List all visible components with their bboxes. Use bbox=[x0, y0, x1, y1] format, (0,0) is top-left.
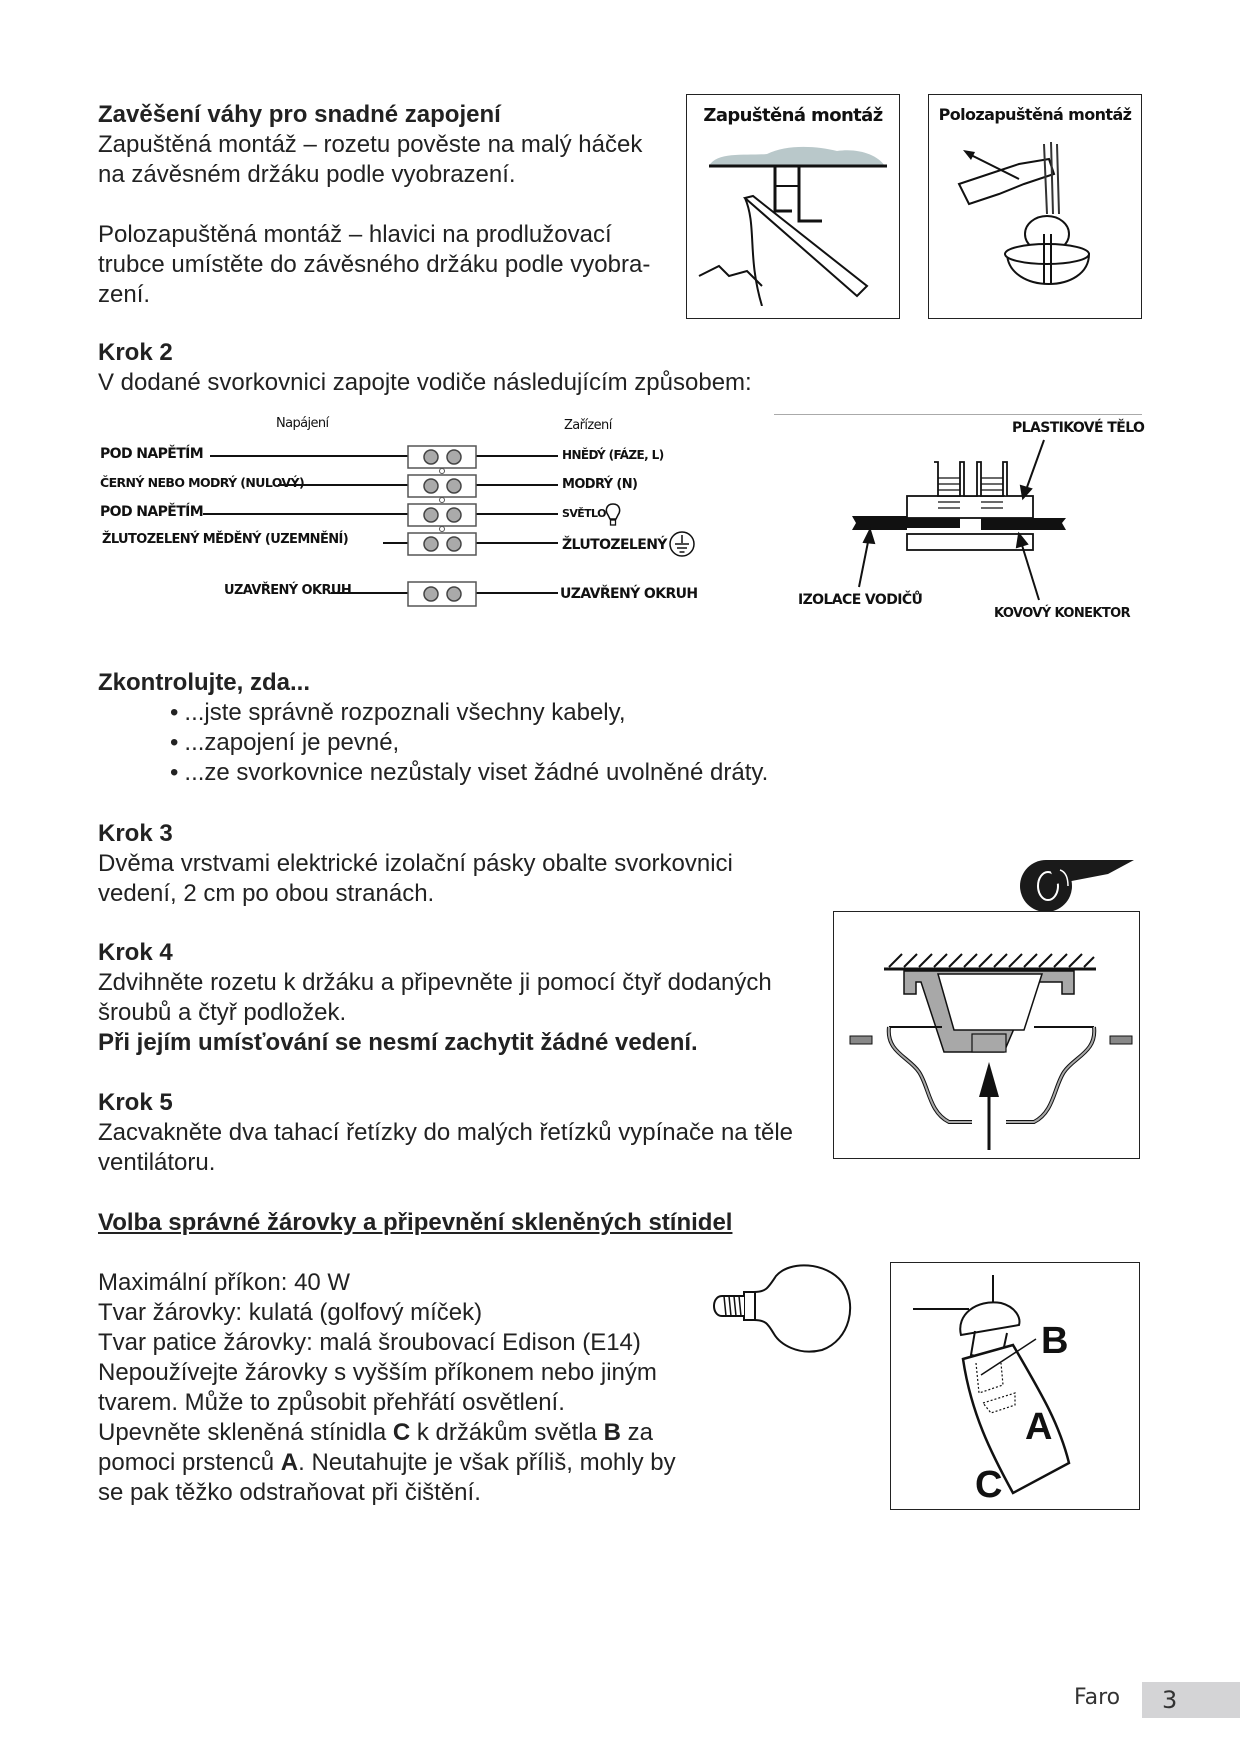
page-number: 3 bbox=[1142, 1682, 1240, 1718]
canopy-illustration bbox=[834, 912, 1139, 1158]
paragraph-line: Zacvakněte dva tahací řetízky do malých řetízků vypínače na těle bbox=[98, 1119, 794, 1146]
warning-text: Při jejím umísťování se nesmí zachytit žádné vedení. bbox=[98, 1029, 698, 1056]
insulation-tape-icon bbox=[1016, 856, 1140, 912]
wire-label-left: POD NAPĚTÍM bbox=[100, 446, 204, 462]
wire-label-right: ŽLUTOZELENÝ bbox=[562, 537, 667, 553]
text: za bbox=[620, 1419, 653, 1446]
paragraph-line: ventilátoru. bbox=[98, 1149, 216, 1176]
bulb-section-heading-wrap bbox=[98, 1208, 858, 1238]
label-plastic-body: PLASTIKOVÉ TĚLO bbox=[1012, 420, 1145, 436]
paragraph-line: Tvar žárovky: kulatá (golfový míček) bbox=[98, 1299, 483, 1326]
paragraph-line: Maximální příkon: 40 W bbox=[98, 1269, 351, 1296]
text: . Neutahujte je však příliš, mohly by bbox=[298, 1449, 676, 1476]
text: pomoci prstenců bbox=[98, 1449, 281, 1476]
text-bold: A bbox=[280, 1449, 299, 1476]
wire-label-right: MODRÝ (N) bbox=[562, 477, 638, 492]
paragraph-line: Dvěma vrstvami elektrické izolační pásky obalte svorkovnici bbox=[98, 850, 733, 877]
wiring-diagram bbox=[98, 410, 738, 610]
paragraph-line: tvarem. Může to způsobit přehřátí osvětlení. bbox=[98, 1389, 565, 1416]
text-bold: C bbox=[392, 1419, 411, 1446]
step-3 bbox=[98, 819, 838, 909]
check-section bbox=[98, 668, 858, 788]
bulb-section-heading: Volba správné žárovky a připevnění skleněných stínidel bbox=[98, 1209, 733, 1236]
label-C: C bbox=[975, 1464, 1003, 1506]
paragraph-line: trubce umístěte do závěsného držáku podle vyobra- bbox=[98, 251, 651, 278]
ground-icon bbox=[668, 530, 696, 558]
wire-label-right: HNĚDÝ (FÁZE, L) bbox=[562, 448, 664, 462]
glass-shade-illustration bbox=[891, 1263, 1139, 1509]
wire-label-left: ČERNÝ NEBO MODRÝ (NULOVÝ) bbox=[100, 475, 305, 490]
paragraph-line: se pak těžko odstraňovat při čištění. bbox=[98, 1479, 481, 1506]
figure-canopy-mount bbox=[833, 911, 1140, 1159]
paragraph-line: Tvar patice žárovky: malá šroubovací Edison (E14) bbox=[98, 1329, 641, 1356]
flush-mount-illustration bbox=[687, 126, 899, 306]
footer-brand: Faro bbox=[1074, 1685, 1121, 1710]
connector-illustration bbox=[774, 412, 1145, 632]
figure-title: Zapuštěná montáž bbox=[703, 105, 883, 126]
check-item: • ...ze svorkovnice nezůstaly viset žádné uvolněné dráty. bbox=[170, 758, 858, 788]
paragraph-line: Nepoužívejte žárovky s vyšším příkonem nebo jiným bbox=[98, 1359, 657, 1386]
figure-semiflush-mount bbox=[928, 94, 1142, 319]
step-heading: Krok 2 bbox=[98, 339, 173, 366]
diagram-header-device: Zařízení bbox=[564, 418, 612, 433]
paragraph-line bbox=[98, 1448, 738, 1478]
golf-ball-bulb-icon bbox=[706, 1262, 860, 1354]
paragraph-line: šroubů a čtyř podložek. bbox=[98, 999, 347, 1026]
figure-glass-shade bbox=[890, 1262, 1140, 1510]
label-metal-connector: KOVOVÝ KONEKTOR bbox=[994, 606, 1131, 621]
check-heading: Zkontrolujte, zda... bbox=[98, 669, 311, 696]
paragraph-line bbox=[98, 1418, 738, 1448]
figure-title: Polozapuštěná montáž bbox=[938, 105, 1132, 124]
check-item: • ...zapojení je pevné, bbox=[170, 728, 858, 758]
section-hanging bbox=[98, 100, 678, 310]
step-heading: Krok 4 bbox=[98, 939, 173, 966]
step-5 bbox=[98, 1088, 838, 1178]
terminal-block-illustration bbox=[98, 410, 738, 610]
paragraph-line: Polozapuštěná montáž – hlavici na prodlužovací bbox=[98, 221, 612, 248]
text: k držákům světla bbox=[410, 1419, 604, 1446]
label-B: B bbox=[1041, 1320, 1069, 1362]
step-heading: Krok 5 bbox=[98, 1089, 173, 1116]
step-4 bbox=[98, 938, 838, 1058]
connector-cross-section bbox=[774, 412, 1145, 632]
bulb-icon bbox=[603, 502, 623, 528]
text-bold: B bbox=[603, 1419, 621, 1446]
wire-label-left: POD NAPĚTÍM bbox=[100, 504, 204, 520]
wire-label-left: ŽLUTOZELENÝ MĚDĚNÝ (UZEMNĚNÍ) bbox=[102, 532, 349, 547]
paragraph-line: vedení, 2 cm po obou stranách. bbox=[98, 880, 435, 907]
semiflush-mount-illustration bbox=[929, 124, 1141, 304]
closed-circuit-right: UZAVŘENÝ OKRUH bbox=[560, 586, 698, 602]
step-heading: Krok 3 bbox=[98, 820, 173, 847]
wire-label-right: SVĚTLO bbox=[562, 507, 606, 520]
text: Upevněte skleněná stínidla bbox=[98, 1419, 393, 1446]
paragraph-line: Zdvihněte rozetu k držáku a připevněte ji pomocí čtyř dodaných bbox=[98, 969, 772, 996]
paragraph-line: zení. bbox=[98, 281, 151, 308]
check-item: • ...jste správně rozpoznali všechny kabely, bbox=[170, 698, 858, 728]
label-insulation: IZOLACE VODIČŮ bbox=[798, 592, 923, 608]
step-text: V dodané svorkovnici zapojte vodiče následujícím způsobem: bbox=[98, 369, 752, 396]
figure-flush-mount bbox=[686, 94, 900, 319]
label-A: A bbox=[1025, 1406, 1053, 1448]
section-heading: Zavěšení váhy pro snadné zapojení bbox=[98, 101, 501, 128]
paragraph-line: na závěsném držáku podle vyobrazení. bbox=[98, 161, 516, 188]
step-2 bbox=[98, 338, 858, 398]
bulb-section bbox=[98, 1268, 738, 1508]
diagram-header-supply: Napájení bbox=[276, 416, 329, 431]
closed-circuit-left: UZAVŘENÝ OKRUH bbox=[224, 583, 352, 598]
paragraph-line: Zapuštěná montáž – rozetu pověste na malý háček bbox=[98, 131, 643, 158]
